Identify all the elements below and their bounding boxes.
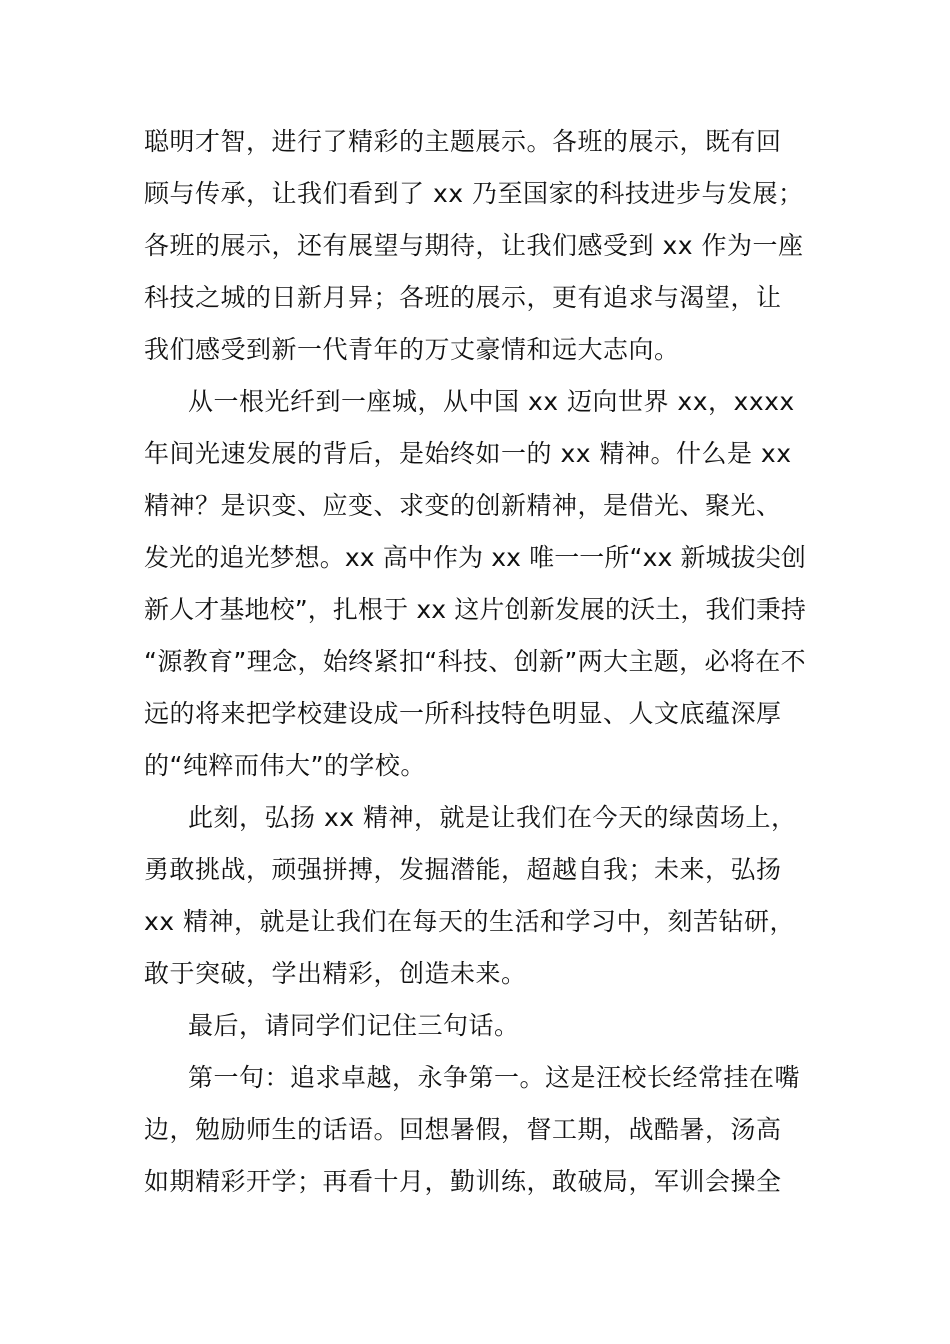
text-line: 第一句：追求卓越，永争第一。这是汪校长经常挂在嘴 xyxy=(188,1063,801,1092)
text-line: 此刻，弘扬 xx 精神，就是让我们在今天的绿茵场上， xyxy=(188,803,797,832)
text-line: “源教育”理念，始终紧扣“科技、创新”两大主题，必将在不 xyxy=(144,647,806,676)
text-line: 远的将来把学校建设成一所科技特色明显、人文底蕴深厚 xyxy=(144,699,782,728)
text-line: 从一根光纤到一座城，从中国 xx 迈向世界 xx，xxxx xyxy=(188,387,795,416)
text-line: 发光的追光梦想。xx 高中作为 xx 唯一一所“xx 新城拔尖创 xyxy=(144,543,806,572)
text-line: 年间光速发展的背后，是始终如一的 xx 精神。什么是 xx xyxy=(144,439,792,468)
text-line: 聪明才智，进行了精彩的主题展示。各班的展示，既有回 xyxy=(144,127,782,156)
text-line: 最后，请同学们记住三句话。 xyxy=(188,1011,520,1040)
text-line: 的“纯粹而伟大”的学校。 xyxy=(144,751,426,780)
text-line: xx 精神，就是让我们在每天的生活和学习中，刻苦钻研， xyxy=(144,907,796,936)
text-line: 精神？是识变、应变、求变的创新精神，是借光、聚光、 xyxy=(144,491,782,520)
text-line: 我们感受到新一代青年的万丈豪情和远大志向。 xyxy=(144,335,680,364)
text-line: 如期精彩开学；再看十月，勤训练，敢破局，军训会操全 xyxy=(144,1167,782,1196)
text-line: 新人才基地校”，扎根于 xx 这片创新发展的沃土，我们秉持 xyxy=(144,595,806,624)
text-line: 勇敢挑战，顽强拼搏，发掘潜能，超越自我；未来，弘扬 xyxy=(144,855,782,884)
document-body xyxy=(144,116,806,1208)
text-line: 顾与传承，让我们看到了 xx 乃至国家的科技进步与发展； xyxy=(144,179,804,208)
text-line: 科技之城的日新月异；各班的展示，更有追求与渴望，让 xyxy=(144,283,782,312)
text-line: 敢于突破，学出精彩，创造未来。 xyxy=(144,959,527,988)
text-line: 边，勉励师生的话语。回想暑假，督工期，战酷暑，汤高 xyxy=(144,1115,782,1144)
text-line: 各班的展示，还有展望与期待，让我们感受到 xx 作为一座 xyxy=(144,231,804,260)
